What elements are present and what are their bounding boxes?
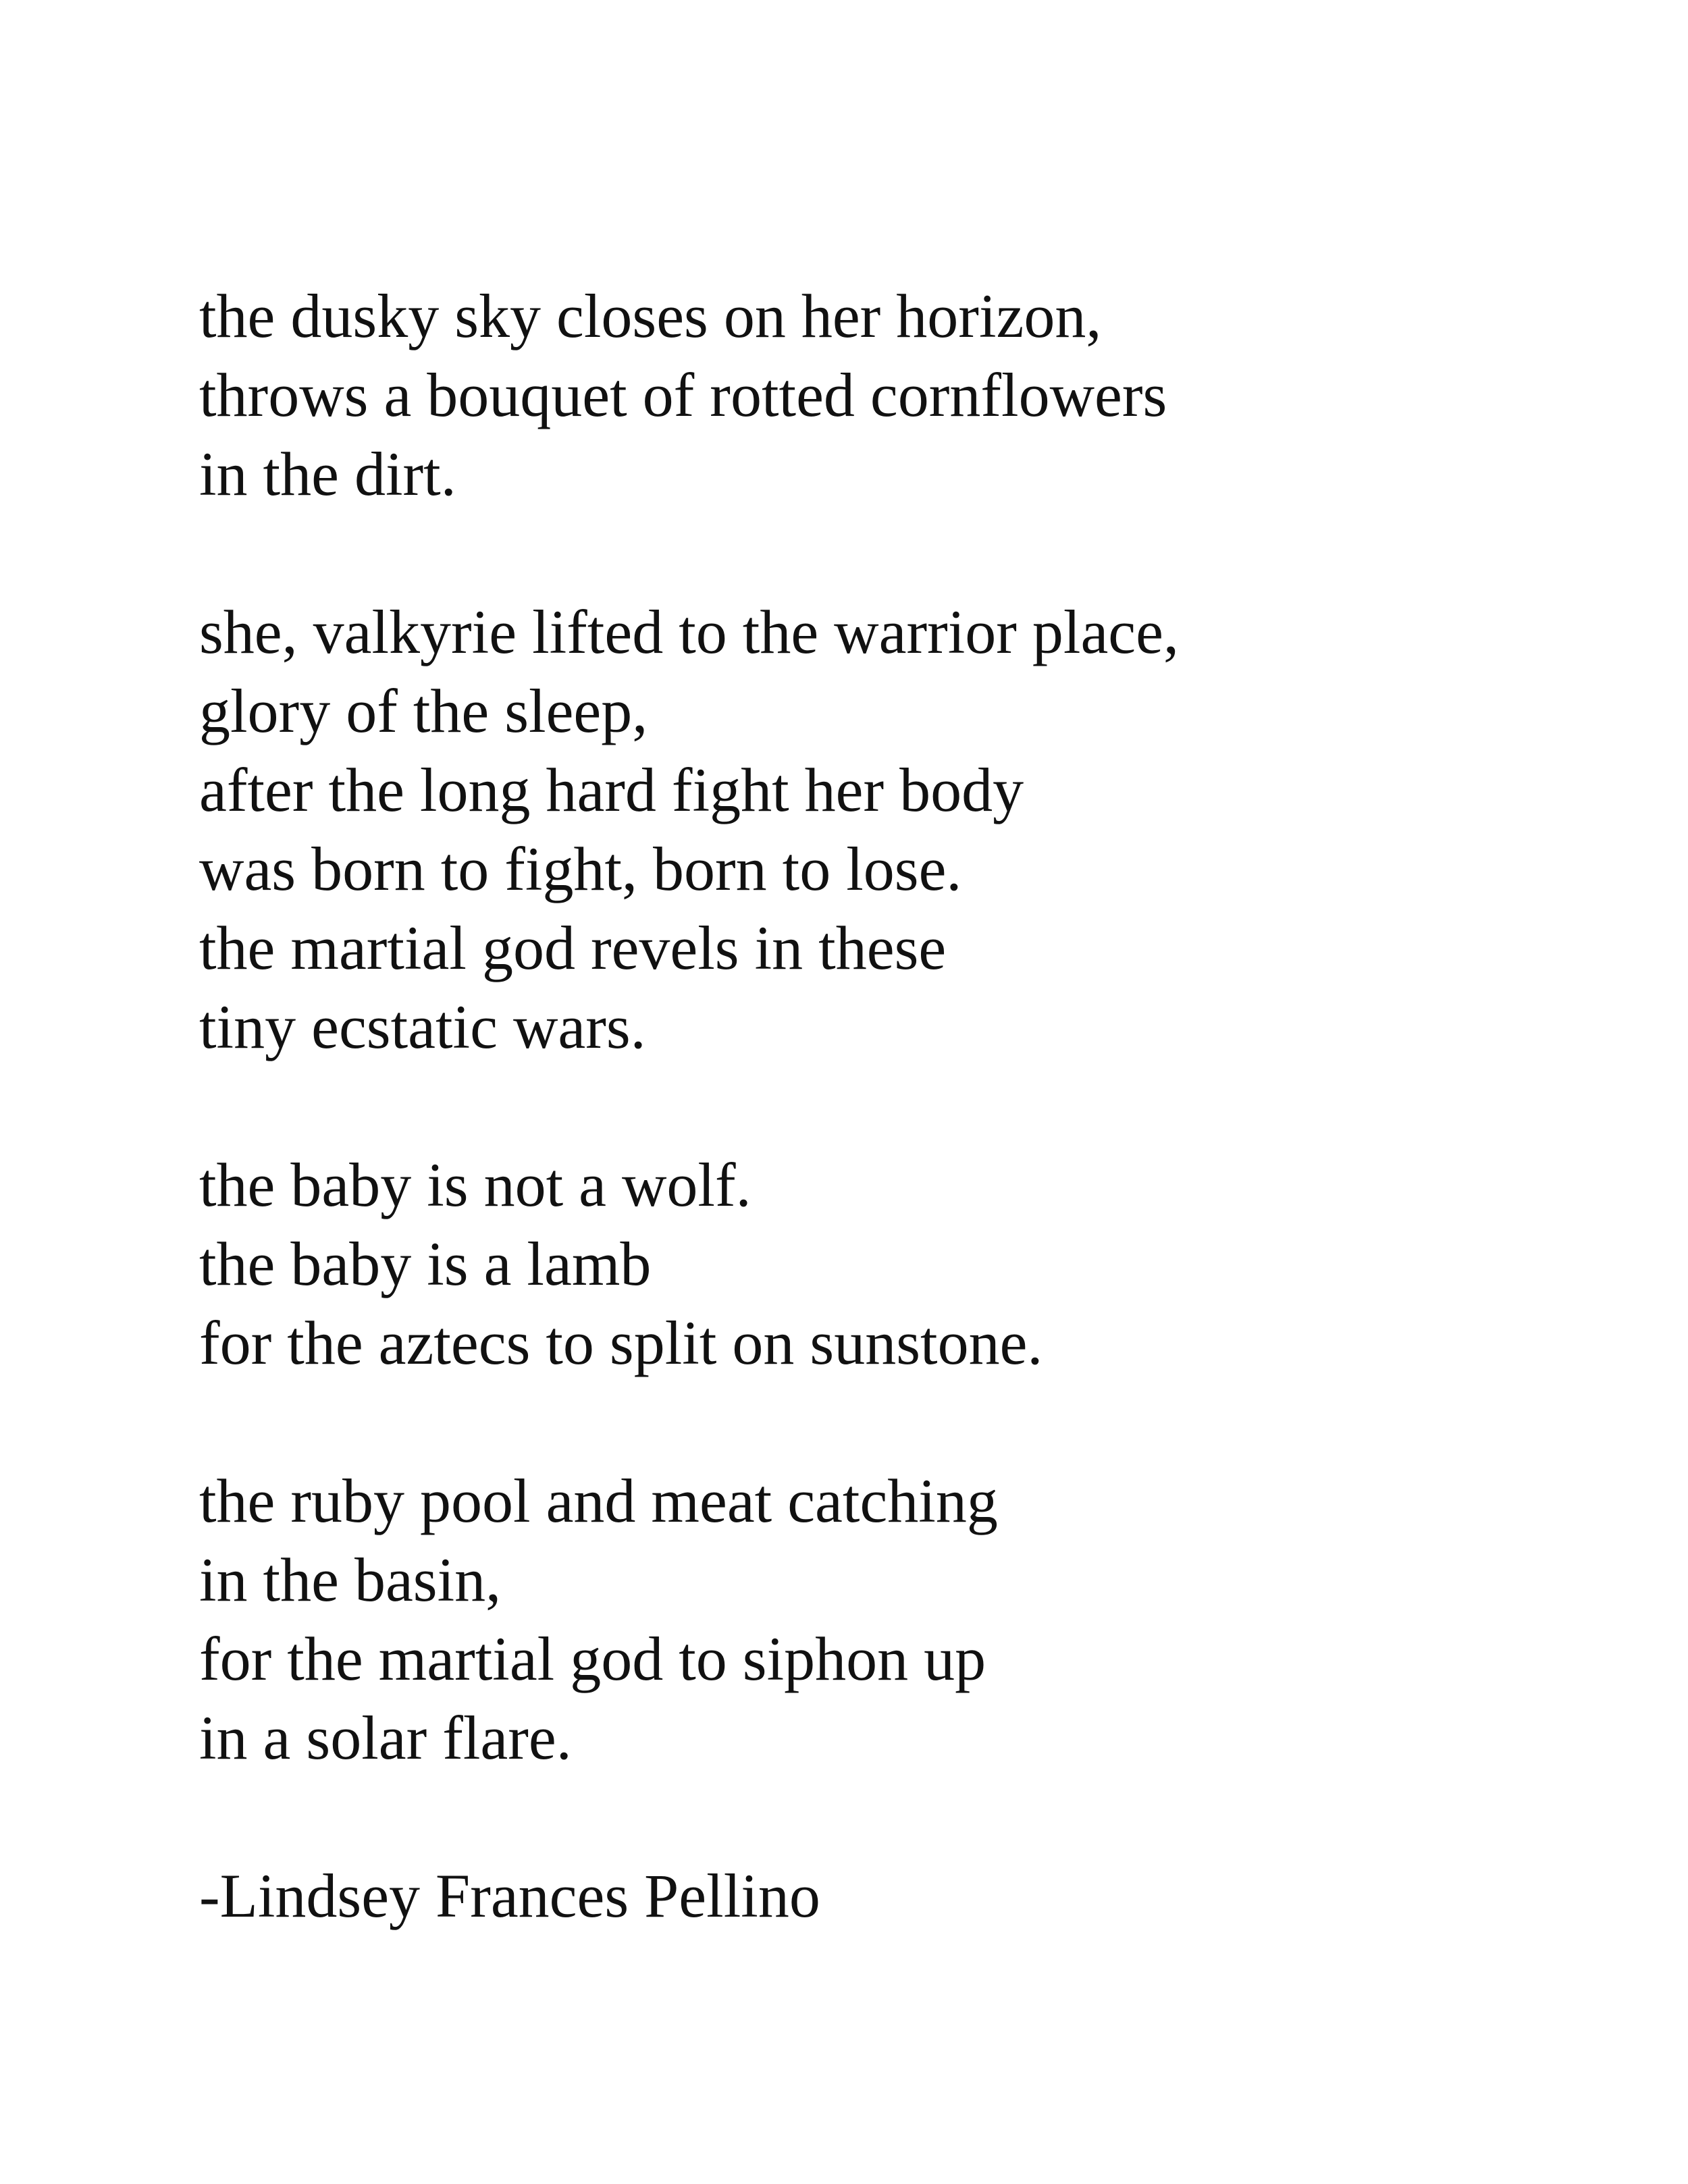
stanza-4 — [199, 1462, 1617, 1778]
poem-line: the martial god revels in these — [199, 913, 947, 982]
poem-body — [199, 277, 1617, 1936]
poem-line: the baby is a lamb — [199, 1229, 652, 1298]
poem-line: the ruby pool and meat catching — [199, 1466, 998, 1535]
stanza-3 — [199, 1146, 1617, 1383]
author-signature: -Lindsey Frances Pellino — [199, 1861, 820, 1930]
stanza-1 — [199, 277, 1617, 514]
poem-line: the dusky sky closes on her horizon, — [199, 282, 1102, 350]
stanza-2 — [199, 593, 1617, 1067]
poem-line: after the long hard fight her body — [199, 755, 1024, 824]
poem-line: glory of the sleep, — [199, 676, 648, 745]
poem-line: throws a bouquet of rotted cornflowers — [199, 361, 1167, 429]
poem-line: tiny ecstatic wars. — [199, 992, 646, 1061]
poem-line: in the basin, — [199, 1545, 502, 1614]
poem-line: was born to fight, born to lose. — [199, 834, 962, 903]
poem-line: for the martial god to siphon up — [199, 1624, 986, 1693]
poem-line: the baby is not a wolf. — [199, 1150, 751, 1219]
poem-line: for the aztecs to split on sunstone. — [199, 1308, 1043, 1377]
poem-line: in the dirt. — [199, 440, 456, 508]
poem-line: she, valkyrie lifted to the warrior place, — [199, 597, 1179, 666]
poem-line: in a solar flare. — [199, 1703, 572, 1772]
